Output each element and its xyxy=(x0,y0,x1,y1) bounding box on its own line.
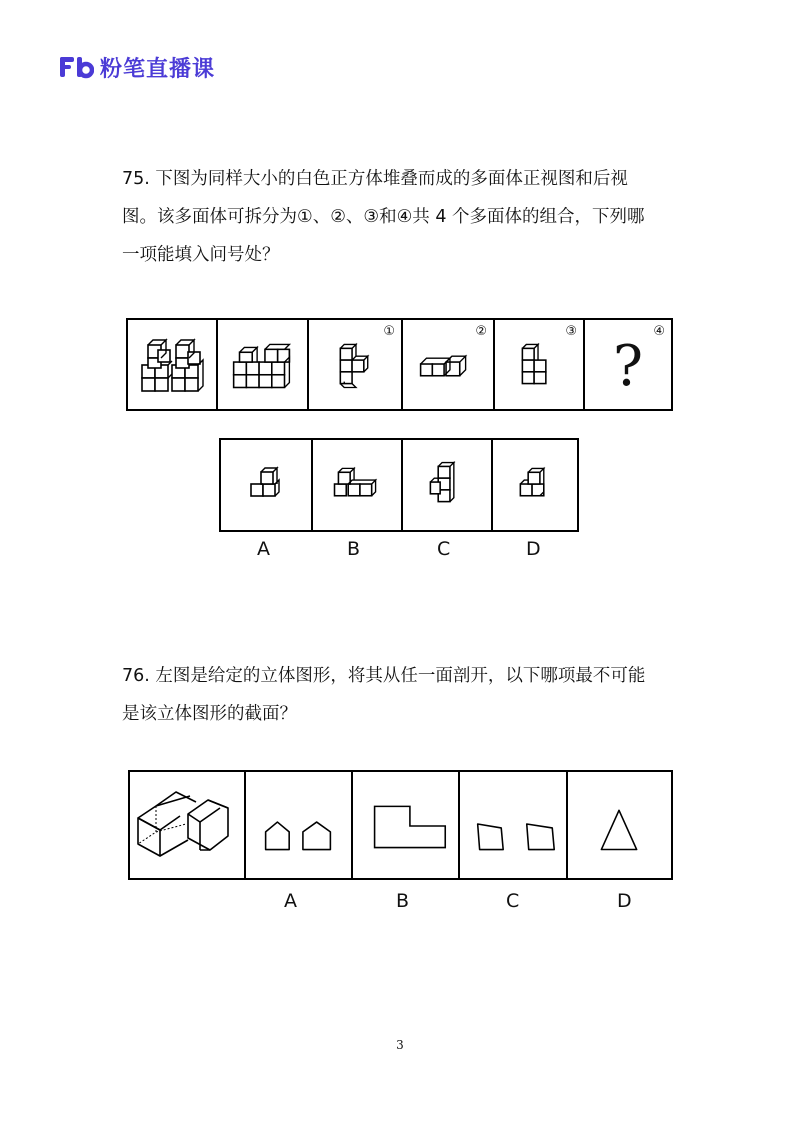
part-4-figure xyxy=(583,320,671,409)
part-3-shape-icon xyxy=(495,320,583,409)
option-a-label: A xyxy=(257,538,270,560)
q76-option-d-label: D xyxy=(617,890,632,912)
question-75-options-row xyxy=(219,438,579,532)
question-75-line-3: 一项能填入问号处？ xyxy=(122,245,280,265)
option-b-figure[interactable] xyxy=(351,772,458,878)
option-c-shape-icon xyxy=(403,440,491,530)
option-b-figure[interactable] xyxy=(311,440,401,530)
question-76-line-1: 76. 左图是给定的立体图形，将其从任一面剖开，以下哪项最不可能 xyxy=(122,666,646,686)
option-b-shape-icon xyxy=(353,772,458,878)
cube-stack-back-icon xyxy=(218,320,307,409)
option-c-shape-icon xyxy=(460,772,566,878)
cube-stack-front-icon xyxy=(128,320,216,409)
question-75-figure-row xyxy=(126,318,673,411)
option-d-label: D xyxy=(526,538,541,560)
q76-option-c-label: C xyxy=(506,890,520,912)
question-75-line-2: 图。该多面体可拆分为①、②、③和④共 4 个多面体的组合，下列哪 xyxy=(122,207,645,227)
part-3-marker: ③ xyxy=(565,324,577,339)
option-c-figure[interactable] xyxy=(401,440,491,530)
back-view-figure xyxy=(216,320,307,409)
option-d-figure[interactable] xyxy=(566,772,671,878)
option-b-shape-icon xyxy=(313,440,401,530)
part-2-marker: ② xyxy=(475,324,487,339)
option-a-shape-icon xyxy=(246,772,351,878)
option-c-label: C xyxy=(437,538,451,560)
question-76-figure-row xyxy=(128,770,673,880)
part-1-figure xyxy=(307,320,401,409)
option-c-figure[interactable] xyxy=(458,772,566,878)
option-b-label: B xyxy=(347,538,361,560)
part-4-marker: ④ xyxy=(653,324,665,339)
part-1-shape-icon xyxy=(309,320,401,409)
part-3-figure xyxy=(493,320,583,409)
solid-figure xyxy=(130,772,244,878)
part-1-marker: ① xyxy=(383,324,395,339)
option-d-shape-icon xyxy=(493,440,577,530)
brand-name: 粉笔直播课 xyxy=(100,56,216,82)
front-view-figure xyxy=(128,320,216,409)
part-2-figure xyxy=(401,320,493,409)
part-2-shape-icon xyxy=(403,320,493,409)
question-76-text xyxy=(122,657,692,733)
question-mark: ? xyxy=(612,334,644,399)
question-75-line-1: 75. 下图为同样大小的白色正方体堆叠而成的多面体正视图和后视 xyxy=(122,169,628,189)
question-75-text xyxy=(122,160,692,274)
page-number: 3 xyxy=(396,1038,404,1052)
fb-logo-icon xyxy=(60,54,94,80)
option-a-figure[interactable] xyxy=(244,772,351,878)
house-prism-solid-icon xyxy=(130,772,244,878)
option-a-figure[interactable] xyxy=(221,440,311,530)
option-a-shape-icon xyxy=(221,440,311,530)
q76-option-a-label: A xyxy=(284,890,297,912)
question-76-line-2: 是该立体图形的截面？ xyxy=(122,704,297,724)
brand-logo xyxy=(60,52,215,82)
q76-option-b-label: B xyxy=(396,890,410,912)
option-d-figure[interactable] xyxy=(491,440,577,530)
option-d-shape-icon xyxy=(568,772,671,878)
